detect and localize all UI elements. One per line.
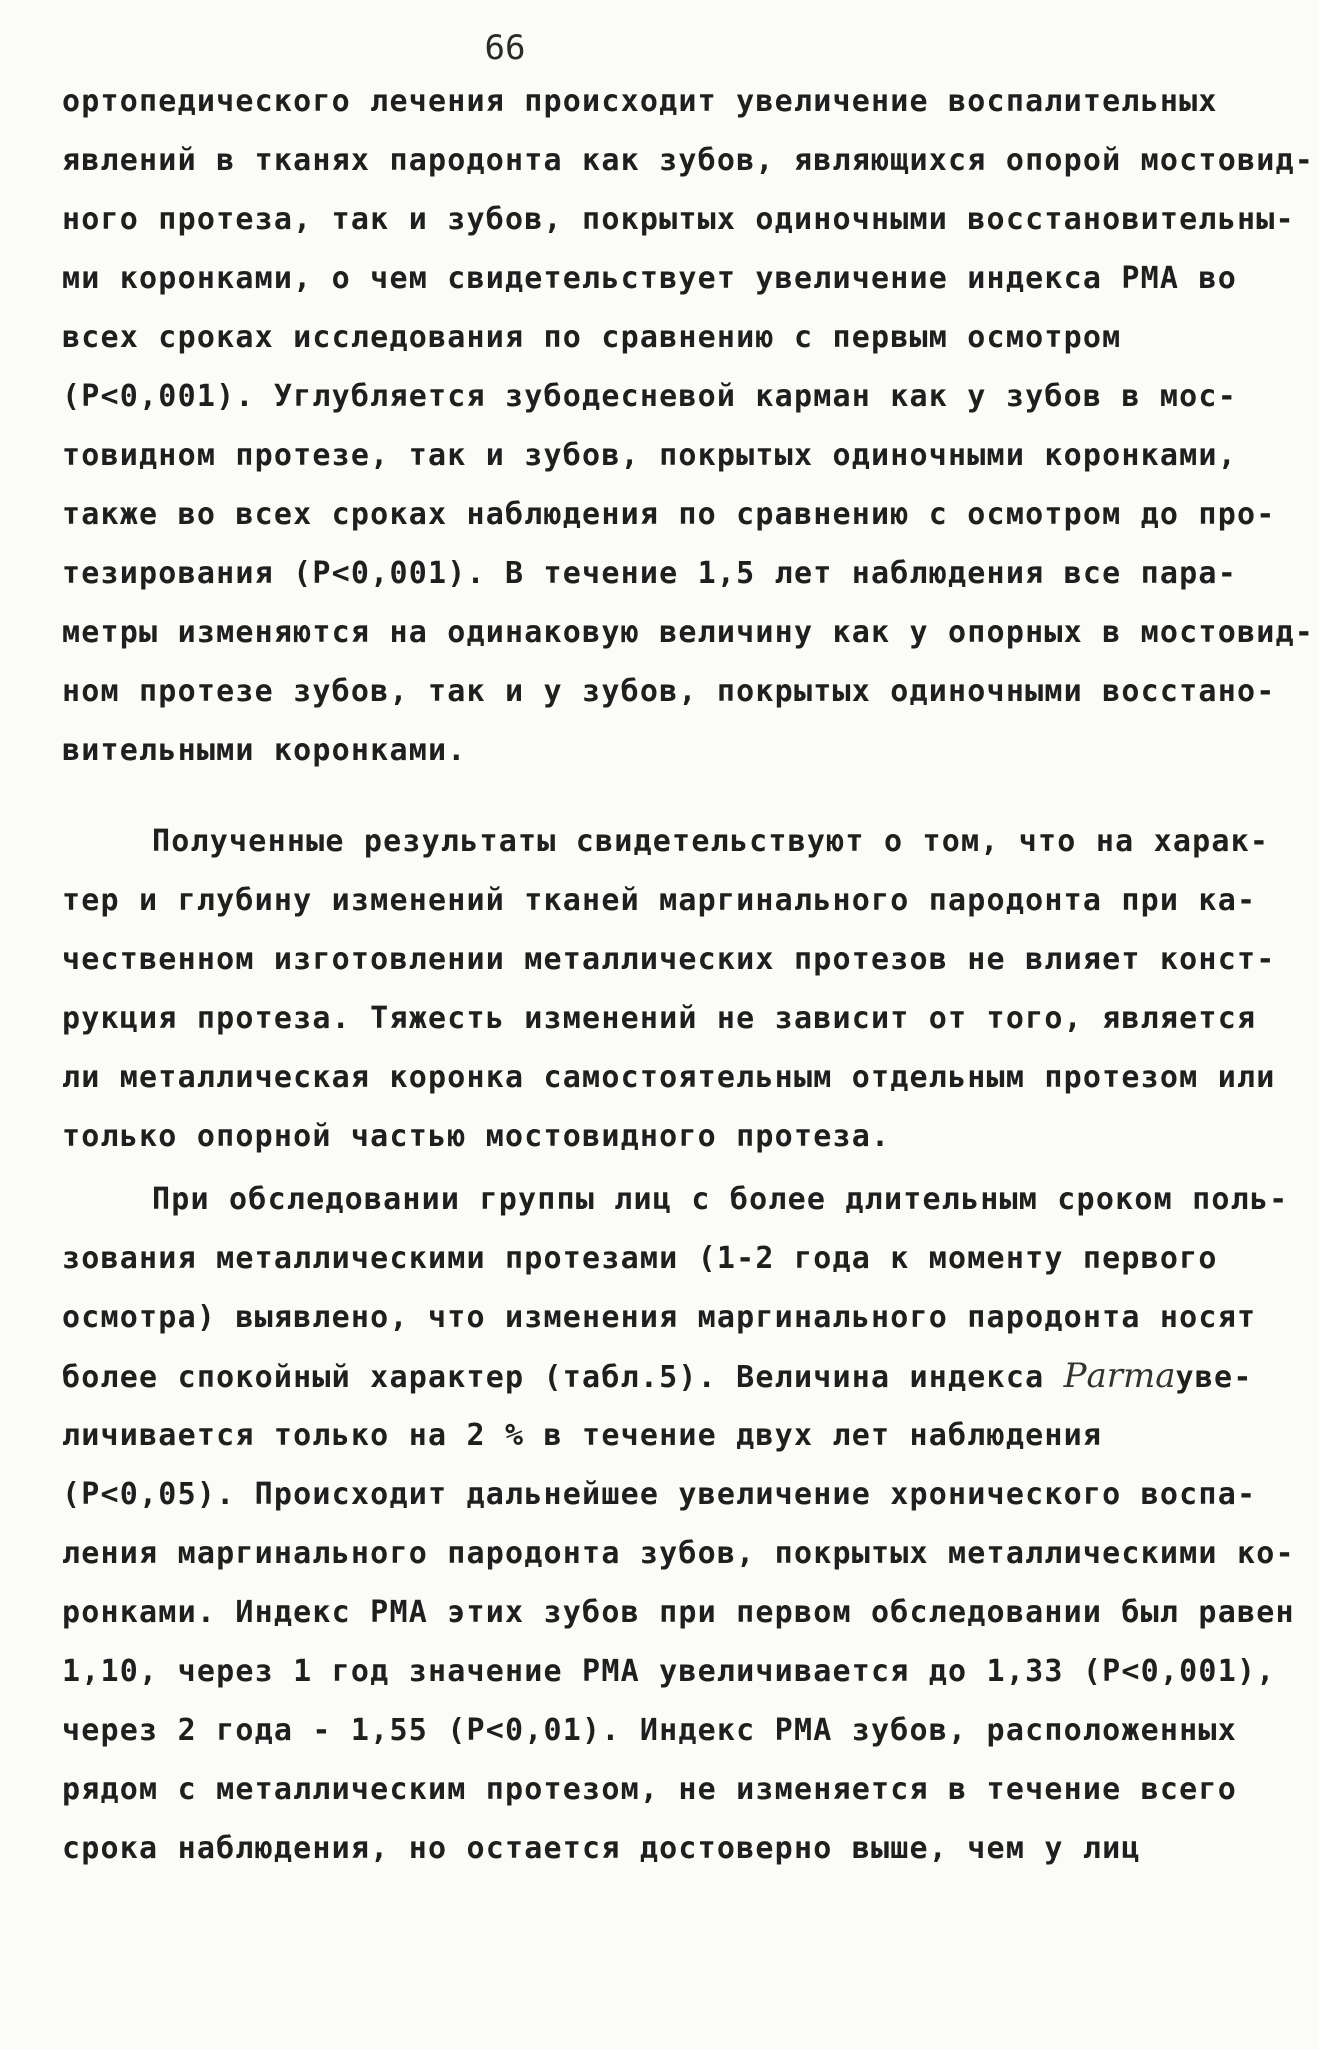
text-line: тезирования (Р<0,001). В течение 1,5 лет наблюдения все пара- [62, 556, 1237, 591]
text-line: осмотра) выявлено, что изменения маргинального пародонта носят [62, 1300, 1257, 1335]
text-line: только опорной частью мостовидного протеза. [62, 1119, 891, 1154]
text-line: Полученные результаты свидетельствуют о том, что на харак- [152, 824, 1270, 859]
text-segment: более спокойный характер (табл.5). Величина индекса [62, 1360, 1064, 1395]
text-line-with-handwriting [62, 1347, 1253, 1406]
text-line: вительными коронками. [62, 733, 467, 768]
paragraph-2 [62, 812, 1276, 1166]
text-line: При обследовании группы лиц с более длительным сроком поль- [152, 1182, 1289, 1217]
text-line: всех сроках исследования по сравнению с первым осмотром [62, 320, 1122, 355]
text-line: ного протеза, так и зубов, покрытых одиночными восстановительны- [62, 202, 1295, 237]
text-line: через 2 года - 1,55 (Р<0,01). Индекс РМА зубов, расположенных [62, 1713, 1237, 1748]
text-line: ортопедического лечения происходит увеличение воспалительных [62, 84, 1218, 119]
paragraph-3 [62, 1170, 1295, 1878]
text-line: тер и глубину изменений тканей маргинального пародонта при ка- [62, 883, 1257, 918]
handwritten-index-name: Рarma [1063, 1356, 1176, 1396]
text-line: личивается только на 2 % в течение двух лет наблюдения [62, 1418, 1103, 1453]
text-line: ли металлическая коронка самостоятельным отдельным протезом или [62, 1060, 1276, 1095]
text-line: товидном протезе, так и зубов, покрытых одиночными коронками, [62, 438, 1237, 473]
text-line: метры изменяются на одинаковую величину как у опорных в мостовид- [62, 615, 1314, 650]
page-number: 66 [484, 28, 526, 68]
paragraph-1 [62, 72, 1314, 780]
text-line: зования металлическими протезами (1-2 года к моменту первого [62, 1241, 1218, 1276]
text-line: (Р<0,05). Происходит дальнейшее увеличение хронического воспа- [62, 1477, 1257, 1512]
text-line: ми коронками, о чем свидетельствует увеличение индекса РМА во [62, 261, 1237, 296]
text-line: рядом с металлическим протезом, не изменяется в течение всего [62, 1772, 1237, 1807]
text-segment: уве- [1175, 1360, 1253, 1395]
text-line: ления маргинального пародонта зубов, покрытых металлическими ко- [62, 1536, 1295, 1571]
text-line: ном протезе зубов, так и у зубов, покрытых одиночными восстано- [62, 674, 1276, 709]
text-line: (Р<0,001). Углубляется зубодесневой карман как у зубов в мос- [62, 379, 1237, 414]
text-line: ронками. Индекс РМА этих зубов при первом обследовании был равен [62, 1595, 1295, 1630]
text-line: срока наблюдения, но остается достоверно выше, чем у лиц [62, 1831, 1141, 1866]
text-line: чественном изготовлении металлических протезов не влияет конст- [62, 942, 1276, 977]
text-line: 1,10, через 1 год значение РМА увеличивается до 1,33 (Р<0,001), [62, 1654, 1276, 1689]
text-line: также во всех сроках наблюдения по сравнению с осмотром до про- [62, 497, 1276, 532]
text-line: явлений в тканях пародонта как зубов, являющихся опорой мостовид- [62, 143, 1314, 178]
text-line: рукция протеза. Тяжесть изменений не зависит от того, является [62, 1001, 1257, 1036]
